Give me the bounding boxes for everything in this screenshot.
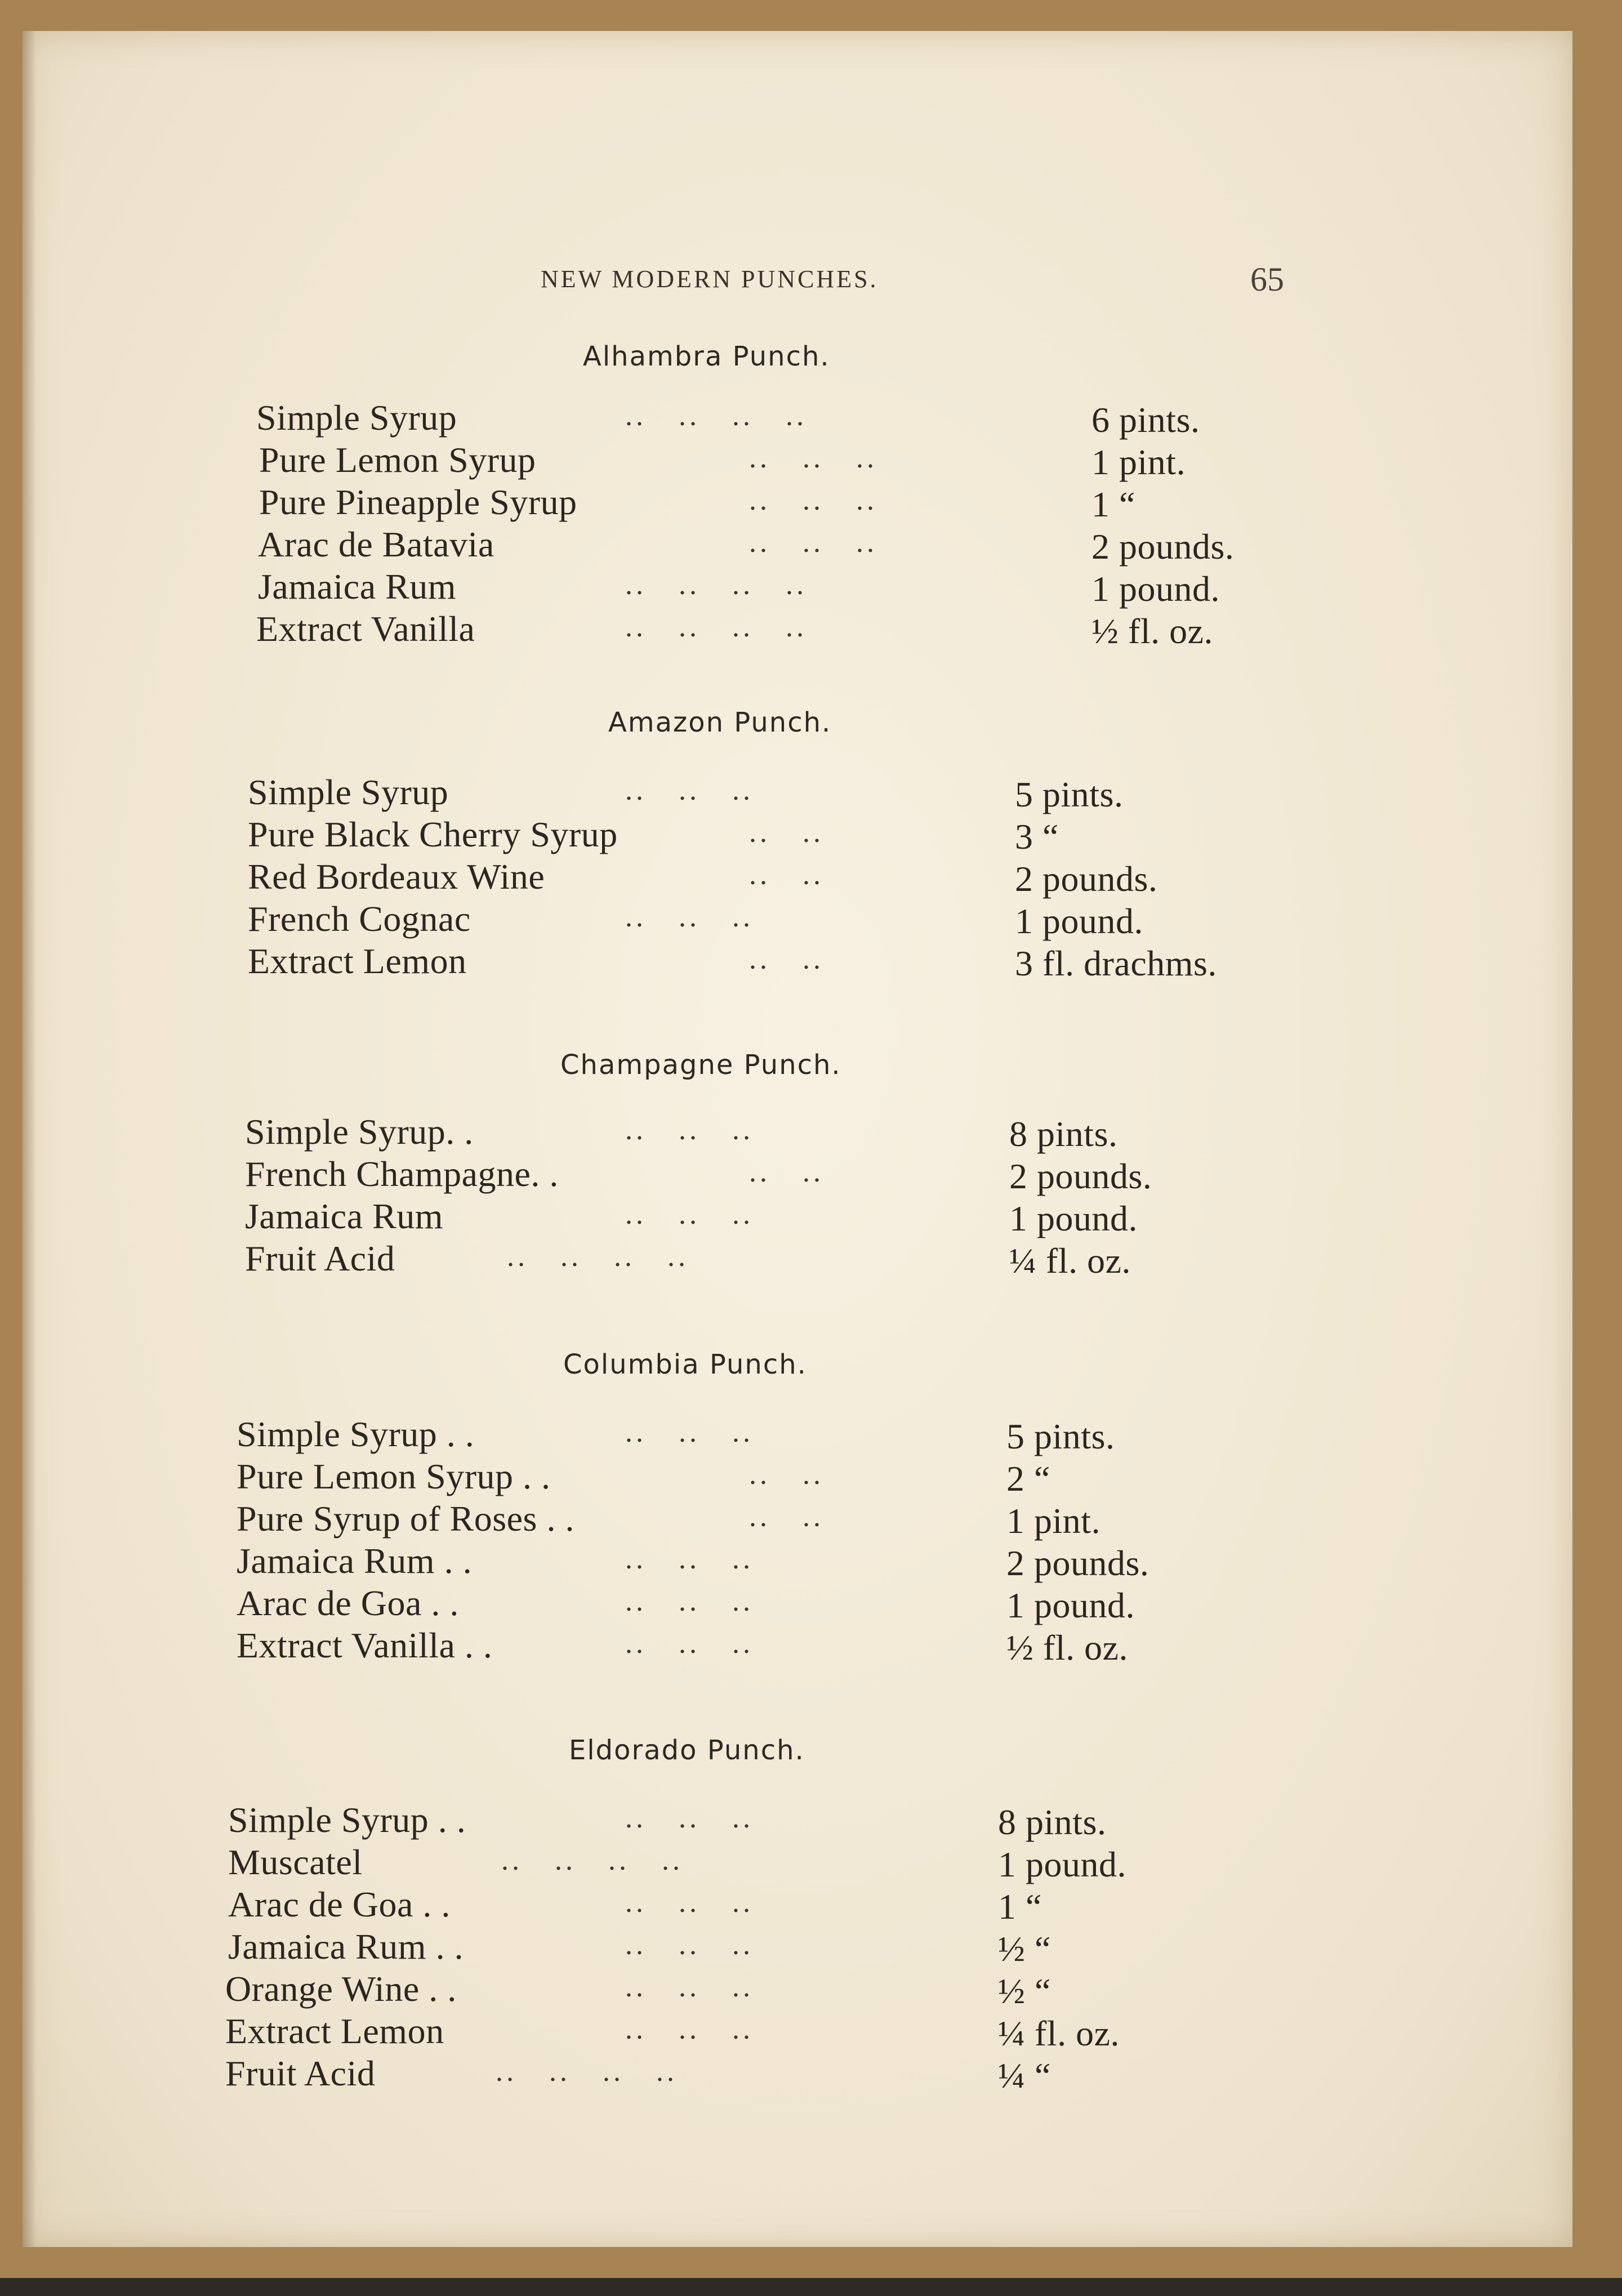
ingredient-row bbox=[23, 1238, 1572, 1281]
ingredient-name: Red Bordeaux Wine bbox=[248, 857, 545, 897]
running-title: NEW MODERN PUNCHES. bbox=[541, 265, 879, 293]
dot-leaders: .. .. bbox=[749, 1501, 824, 1533]
ingredient-name: Jamaica Rum . . bbox=[228, 1927, 464, 1967]
ingredient-amount: ½ “ bbox=[998, 1971, 1051, 2011]
dot-leaders: .. .. .. bbox=[625, 1971, 754, 2003]
ingredient-name: Extract Lemon bbox=[225, 2011, 444, 2051]
recipe-title: Amazon Punch. bbox=[608, 707, 832, 738]
recipe-title: Alhambra Punch. bbox=[583, 341, 830, 372]
ingredient-name: Arac de Batavia bbox=[258, 524, 494, 564]
ingredient-amount: 2 pounds. bbox=[1006, 1543, 1149, 1583]
ingredient-row bbox=[23, 608, 1572, 651]
ingredient-amount: 2 pounds. bbox=[1009, 1156, 1152, 1196]
dot-leaders: .. .. bbox=[749, 1156, 824, 1188]
ingredient-name: French Champagne. . bbox=[245, 1154, 559, 1194]
ingredient-amount: 2 “ bbox=[1006, 1459, 1050, 1499]
ingredient-row bbox=[23, 397, 1572, 440]
ingredient-name: Pure Black Cherry Syrup bbox=[248, 814, 618, 854]
ingredient-name: Fruit Acid bbox=[225, 2053, 376, 2093]
ingredient-amount: 1 pound. bbox=[1091, 569, 1220, 609]
dot-leaders: .. .. .. bbox=[625, 1416, 754, 1448]
ingredient-amount: 2 pounds. bbox=[1091, 527, 1235, 567]
dot-leaders: .. .. .. bbox=[625, 901, 754, 933]
dot-leaders: .. .. .. bbox=[625, 2013, 754, 2045]
ingredient-name: Arac de Goa . . bbox=[228, 1884, 451, 1924]
ingredient-amount: ½ fl. oz. bbox=[1091, 611, 1213, 651]
page-number: 65 bbox=[1250, 261, 1284, 298]
ingredient-amount: 1 pint. bbox=[1006, 1501, 1101, 1541]
ingredient-amount: 1 pound. bbox=[998, 1844, 1126, 1884]
ingredient-name: Extract Vanilla bbox=[256, 609, 475, 649]
dot-leaders: .. .. .. bbox=[625, 1543, 754, 1575]
dot-leaders: .. .. .. bbox=[625, 1585, 754, 1617]
dot-leaders: .. .. .. bbox=[625, 1114, 754, 1146]
ingredient-amount: ¼ fl. oz. bbox=[998, 2013, 1120, 2053]
ingredient-name: Fruit Acid bbox=[245, 1238, 395, 1278]
dot-leaders: .. .. .. bbox=[749, 484, 877, 516]
ingredient-amount: 1 “ bbox=[1091, 484, 1135, 524]
dot-leaders: .. .. .. .. bbox=[625, 611, 807, 643]
ingredient-row bbox=[23, 1414, 1572, 1456]
ingredient-row bbox=[23, 1111, 1572, 1154]
ingredient-name: Arac de Goa . . bbox=[237, 1583, 459, 1623]
dot-leaders: .. .. bbox=[749, 817, 824, 849]
ingredient-amount: 1 pound. bbox=[1015, 901, 1143, 941]
recipe-title: Champagne Punch. bbox=[560, 1049, 841, 1081]
ingredient-row bbox=[23, 566, 1572, 609]
ingredient-name: Simple Syrup . . bbox=[237, 1414, 475, 1454]
ingredient-row bbox=[23, 482, 1572, 524]
ingredient-amount: 5 pints. bbox=[1006, 1416, 1115, 1456]
dot-leaders: .. .. .. bbox=[625, 1802, 754, 1834]
ingredient-name: Extract Lemon bbox=[248, 941, 467, 981]
ingredient-name: Orange Wine . . bbox=[225, 1969, 457, 2009]
ingredient-row bbox=[23, 772, 1572, 814]
ingredient-row bbox=[23, 1968, 1572, 2011]
ingredient-row bbox=[23, 1884, 1572, 1927]
ingredient-row bbox=[23, 1842, 1572, 1884]
ingredient-row bbox=[23, 1799, 1572, 1842]
ingredient-row bbox=[23, 1540, 1572, 1583]
ingredient-row bbox=[23, 1153, 1572, 1196]
ingredient-row bbox=[23, 1456, 1572, 1499]
ingredient-amount: 8 pints. bbox=[998, 1802, 1107, 1842]
dot-leaders: .. .. .. bbox=[749, 442, 877, 474]
dot-leaders: .. .. .. .. bbox=[625, 400, 807, 432]
dot-leaders: .. .. .. bbox=[625, 774, 754, 806]
ingredient-amount: 5 pints. bbox=[1015, 774, 1124, 814]
ingredient-row bbox=[23, 814, 1572, 857]
running-head bbox=[23, 261, 1572, 298]
dot-leaders: .. .. .. bbox=[749, 527, 877, 559]
ingredient-name: Simple Syrup. . bbox=[245, 1112, 474, 1152]
ingredient-amount: 3 “ bbox=[1015, 817, 1059, 857]
ingredient-row bbox=[23, 1625, 1572, 1668]
ingredient-row bbox=[23, 439, 1572, 482]
ingredient-amount: 2 pounds. bbox=[1015, 859, 1158, 899]
ingredient-name: Jamaica Rum bbox=[258, 567, 457, 607]
dot-leaders: .. .. .. bbox=[625, 1628, 754, 1660]
ingredient-amount: 1 “ bbox=[998, 1887, 1042, 1927]
ingredient-amount: ¼ “ bbox=[998, 2056, 1051, 2096]
ingredient-amount: 8 pints. bbox=[1009, 1114, 1118, 1154]
dot-leaders: .. .. .. bbox=[625, 1929, 754, 1961]
dot-leaders: .. .. .. .. bbox=[501, 1844, 683, 1876]
ingredient-row bbox=[23, 2010, 1572, 2053]
ingredient-name: Simple Syrup bbox=[248, 772, 449, 812]
ingredient-row bbox=[23, 2053, 1572, 2096]
dot-leaders: .. .. .. .. bbox=[507, 1241, 689, 1273]
recipe-title: Columbia Punch. bbox=[563, 1349, 807, 1380]
ingredient-amount: ½ “ bbox=[998, 1929, 1051, 1969]
ingredient-row bbox=[23, 940, 1572, 983]
dot-leaders: .. .. .. bbox=[625, 1887, 754, 1919]
ingredient-name: Jamaica Rum . . bbox=[237, 1541, 473, 1581]
ingredient-name: Pure Lemon Syrup bbox=[259, 440, 536, 480]
dot-leaders: .. .. bbox=[749, 1459, 824, 1491]
ingredient-name: Pure Lemon Syrup . . bbox=[237, 1456, 551, 1496]
ingredient-name: Pure Pineapple Syrup bbox=[259, 482, 577, 522]
ingredient-row bbox=[23, 1196, 1572, 1238]
ingredient-row bbox=[23, 524, 1572, 567]
ingredient-name: Muscatel bbox=[228, 1842, 363, 1882]
ingredient-name: Pure Syrup of Roses . . bbox=[237, 1499, 574, 1539]
ingredient-amount: 1 pint. bbox=[1091, 442, 1186, 482]
ingredient-row bbox=[23, 856, 1572, 899]
book-page bbox=[23, 31, 1572, 2247]
dot-leaders: .. .. .. .. bbox=[625, 569, 807, 601]
dot-leaders: .. .. .. bbox=[625, 1198, 754, 1231]
ingredient-amount: 3 fl. drachms. bbox=[1015, 943, 1217, 983]
ingredient-name: Simple Syrup bbox=[256, 398, 457, 438]
ingredient-row bbox=[23, 898, 1572, 941]
ingredient-row bbox=[23, 1582, 1572, 1625]
ingredient-amount: 1 pound. bbox=[1009, 1198, 1138, 1238]
dot-leaders: .. .. bbox=[749, 859, 824, 891]
ingredient-amount: 1 pound. bbox=[1006, 1585, 1135, 1625]
ingredient-name: Extract Vanilla . . bbox=[237, 1625, 493, 1665]
ingredient-row bbox=[23, 1498, 1572, 1541]
dot-leaders: .. .. .. .. bbox=[496, 2056, 678, 2088]
ingredient-amount: 6 pints. bbox=[1091, 400, 1200, 440]
ingredient-name: French Cognac bbox=[248, 899, 471, 939]
recipe-title: Eldorado Punch. bbox=[569, 1735, 805, 1766]
ingredient-row bbox=[23, 1926, 1572, 1969]
ingredient-amount: ½ fl. oz. bbox=[1006, 1628, 1128, 1668]
ingredient-name: Simple Syrup . . bbox=[228, 1800, 466, 1840]
dot-leaders: .. .. bbox=[749, 943, 824, 975]
ingredient-amount: ¼ fl. oz. bbox=[1009, 1241, 1131, 1281]
ingredient-name: Jamaica Rum bbox=[245, 1196, 444, 1236]
